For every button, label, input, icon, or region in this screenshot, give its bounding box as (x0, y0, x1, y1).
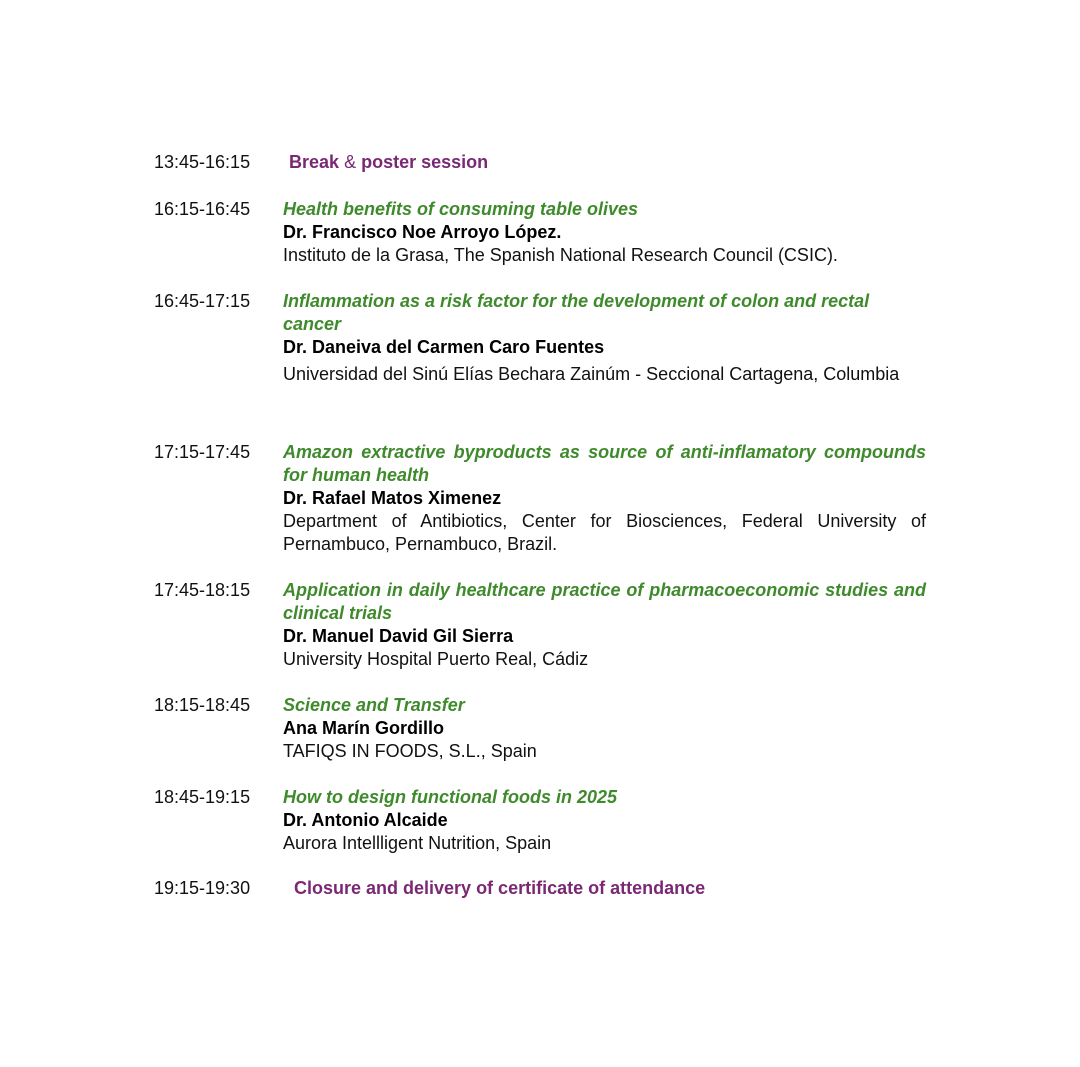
session-block (283, 290, 926, 388)
session-time: 18:15-18:45 (154, 695, 251, 715)
closure-time: 19:15-19:30 (154, 878, 251, 898)
break-label-part2: poster session (361, 152, 489, 172)
session-affiliation: Aurora Intellligent Nutrition, Spain (283, 833, 552, 853)
session-speaker: Dr. Daneiva del Carmen Caro Fuentes (283, 337, 605, 357)
session-speaker: Ana Marín Gordillo (283, 718, 445, 738)
closure-label: Closure and delivery of certificate of attendance (294, 878, 706, 898)
session-block (283, 198, 926, 267)
break-label-amp: & (344, 152, 357, 172)
session-affiliation: Department of Antibiotics, Center for Biosciences, Federal University of Pernambuco, Pernambuco, Brazil. (283, 511, 926, 554)
session-affiliation: Universidad del Sinú Elías Bechara Zainúm - Seccional Cartagena, Columbia (283, 364, 900, 384)
session-block (283, 579, 926, 671)
session-speaker: Dr. Francisco Noe Arroyo López. (283, 222, 562, 242)
session-time: 16:45-17:15 (154, 291, 251, 311)
session-affiliation: TAFIQS IN FOODS, S.L., Spain (283, 741, 537, 761)
session-affiliation: Instituto de la Grasa, The Spanish National Research Council (CSIC). (283, 245, 838, 265)
session-time: 18:45-19:15 (154, 787, 251, 807)
session-block (283, 786, 926, 855)
session-block (283, 441, 926, 556)
session-title: Health benefits of consuming table olives (283, 199, 639, 219)
session-title: Science and Transfer (283, 695, 465, 715)
break-label (289, 151, 488, 174)
session-speaker: Dr. Manuel David Gil Sierra (283, 626, 514, 646)
session-title: Application in daily healthcare practice of pharmacoeconomic studies and clinical trials (283, 580, 926, 623)
session-time: 17:45-18:15 (154, 580, 251, 600)
session-block (283, 694, 926, 763)
session-speaker: Dr. Rafael Matos Ximenez (283, 488, 502, 508)
break-label-part1: Break (289, 152, 340, 172)
session-title: Amazon extractive byproducts as source of anti-inflamatory compounds for human health (283, 442, 926, 485)
break-time: 13:45-16:15 (154, 152, 251, 172)
session-time: 16:15-16:45 (154, 199, 251, 219)
session-title: Inflammation as a risk factor for the development of colon and rectal cancer (283, 291, 870, 334)
session-time: 17:15-17:45 (154, 442, 251, 462)
session-affiliation: University Hospital Puerto Real, Cádiz (283, 649, 589, 669)
session-title: How to design functional foods in 2025 (283, 787, 618, 807)
session-speaker: Dr. Antonio Alcaide (283, 810, 448, 830)
